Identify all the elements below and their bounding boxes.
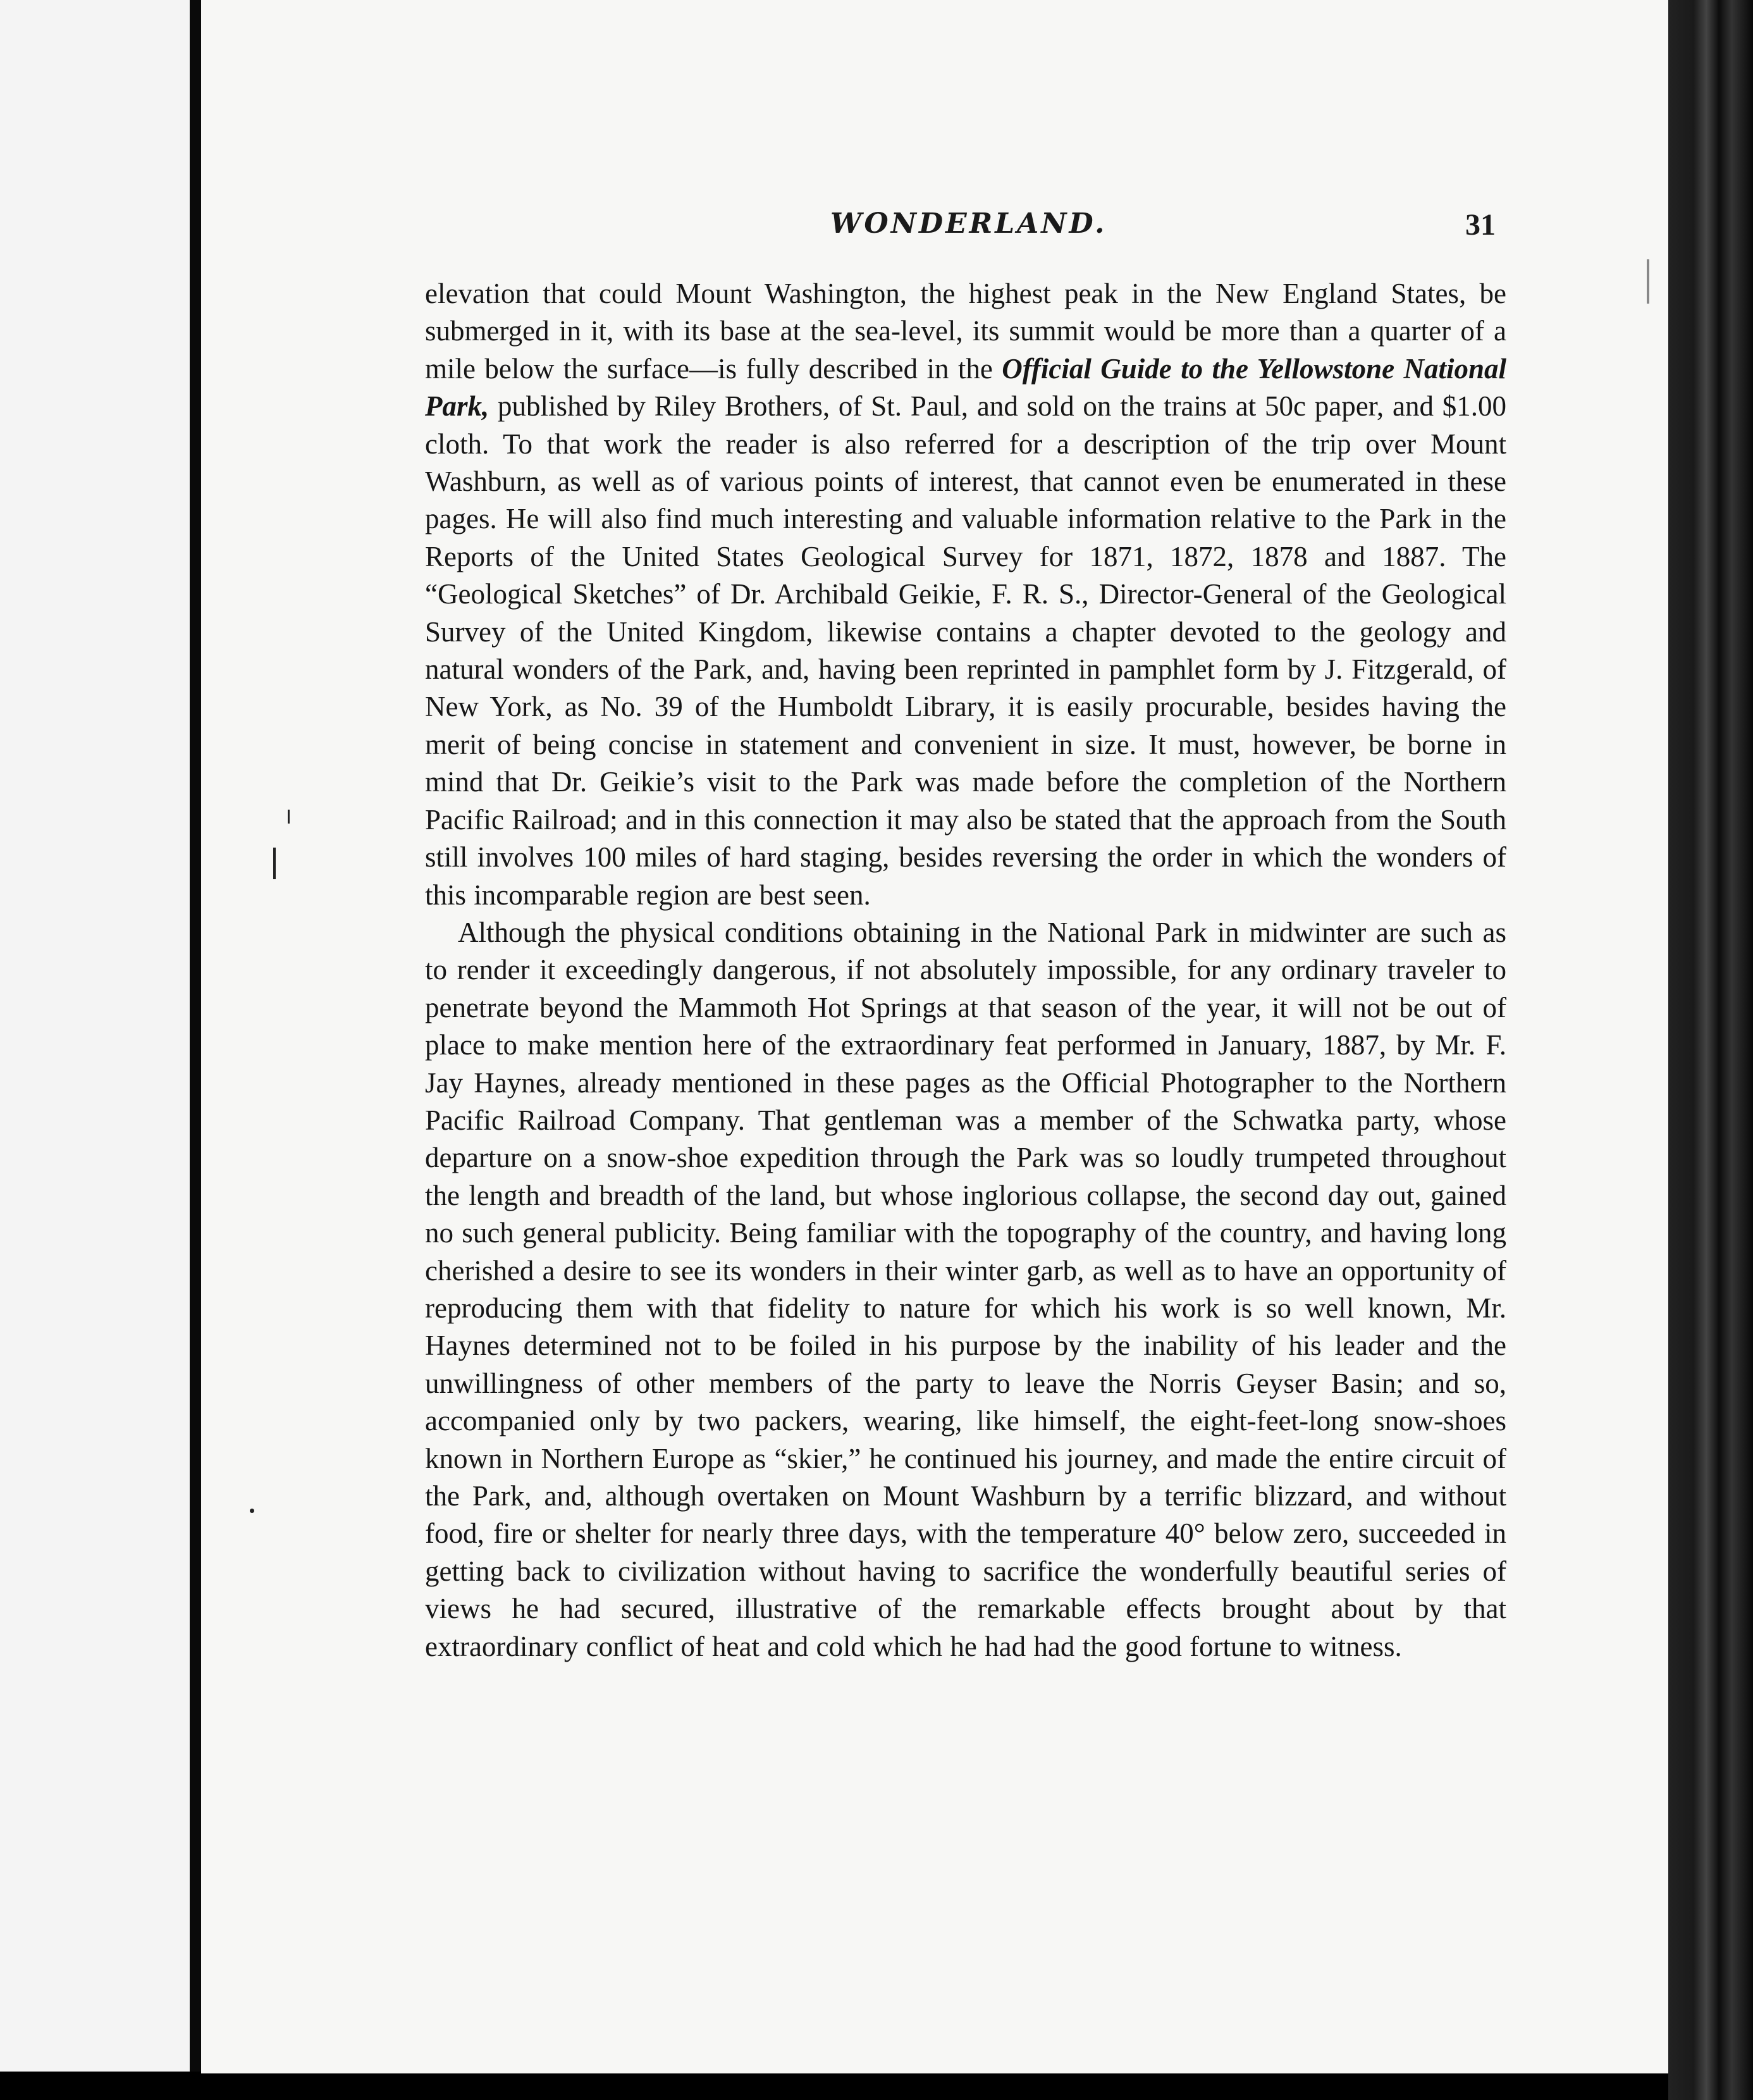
paragraph-text: published by Riley Brothers, of St. Paul, and sold on the trains at 50c paper, and $1.00 cloth. To that work the reader is also referred for a description of the trip over Mount Washburn, as well as of various points of interest, that cannot even be enumerated in these pages. He will also find much interesting and valuable information relative to the Park in the Reports of the United States Geological Survey for 1871, 1872, 1878 and 1887. The “Geological Sketches” of Dr. Archibald Geikie, F. R. S., Director-General of the Geological Survey of the United Kingdom, likewise contains a chapter devoted to the geology and natural wonders of the Park, and, having been reprinted in pamphlet form by J. Fitzgerald, of New York, as No. 39 of the Humboldt Library, it is easily procurable, besides having the merit of being concise in statement and convenient in size. It must, however, be borne in mind that Dr. Geikie’s visit to the Park was made before the completion of the Northern Pacific Railroad; and in this connection it may also be stated that the approach from the South still involves 100 miles of hard staging, besides reversing the order in which the wonders of this incomparable region are best seen. bbox=[425, 390, 1506, 911]
running-head-title: WONDERLAND. bbox=[830, 207, 1107, 240]
previous-page-edge bbox=[0, 0, 190, 2072]
page-number: 31 bbox=[1465, 208, 1496, 242]
paragraph: Although the physical conditions obtaining in the National Park in midwinter are such as to render it exceedingly dangerous, if not absolutely impossible, for any ordinary traveler to penetrate beyond the Mammoth Hot Springs at that season of the year, it will not be out of place to make mention here of the extraordinary feat performed in January, 1887, by Mr. F. Jay Haynes, already mentioned in these pages as the Official Photographer to the Northern Pacific Railroad Company. That gentleman was a member of the Schwatka party, whose departure on a snow-shoe expedition through the Park was so loudly trumpeted throughout the length and breadth of the land, but whose inglorious collapse, the second day out, gained no such general publicity. Being familiar with the topography of the country, and having long cherished a desire to see its wonders in their winter garb, as well as to have an opportunity of reproducing them with that fidelity to nature for which his work is so well known, Mr. Haynes determined not to be foiled in his purpose by the inability of his leader and the unwillingness of other members of the party to leave the Norris Geyser Basin; and so, accompanied only by two packers, wearing, like himself, the eight-feet-long snow-shoes known in Northern Europe as “skier,” he continued his journey, and made the entire circuit of the Park, and, although overtaken on Mount Washburn by a terrific blizzard, and without food, fire or shelter for nearly three days, with the temperature 40° below zero, succeeded in getting back to civilization without having to sacrifice the wonderfully beautiful series of views he had secured, illustrative of the remarkable effects brought about by that extraordinary conflict of heat and cold which he had had the good fortune to witness. bbox=[425, 916, 1506, 1662]
binding-gutter bbox=[190, 0, 201, 2072]
margin-mark bbox=[273, 848, 276, 879]
running-head bbox=[201, 207, 1668, 252]
paragraph bbox=[425, 275, 1506, 914]
margin-mark bbox=[288, 810, 290, 824]
body-text bbox=[425, 275, 1506, 1665]
margin-mark bbox=[1647, 259, 1649, 304]
margin-mark bbox=[250, 1509, 254, 1513]
page-edge-shadow bbox=[1668, 0, 1753, 2100]
book-title-italic: Official Guide to the Yellowstone National Park, bbox=[425, 352, 1506, 423]
paragraph-text: elevation that could Mount Washington, the highest peak in the New England States, be submerged in it, with its base at the sea-level, its summit would be more than a quarter of a mile below the surface—is fully described in the bbox=[425, 278, 1506, 385]
